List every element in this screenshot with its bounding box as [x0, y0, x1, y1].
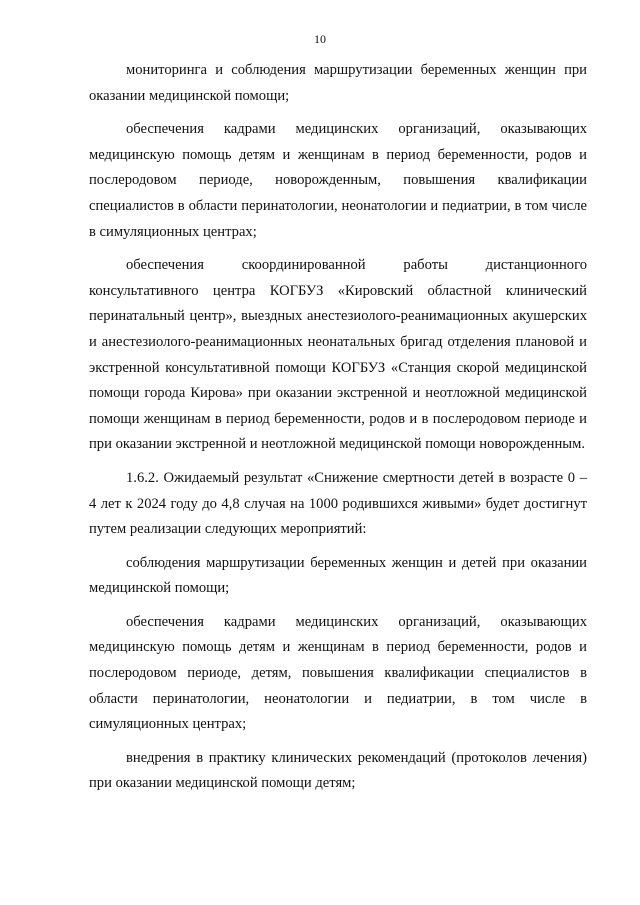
paragraph-monitoring: мониторинга и соблюдения маршрутизации беременных женщин при оказании медицинской помощи; [89, 62, 587, 104]
document-body [89, 58, 587, 805]
paragraph-staffing: обеспечения кадрами медицинских организаций, оказывающих медицинскую помощь детям и женщинам в период беременности, родов и послеродовом периоде, новорожденным, повышения квалификации специалистов в области перинатологии, неонатологии и педиатрии, в том числе в симуляционных центрах; [89, 121, 587, 240]
paragraph-expected-result: 1.6.2. Ожидаемый результат «Снижение смертности детей в возрасте 0 – 4 лет к 2024 году до 4,8 случая на 1000 родившихся живыми» будет достигнут путем реализации следующих мероприятий: [89, 469, 587, 538]
paragraph-routing: соблюдения маршрутизации беременных женщин и детей при оказании медицинской помощи; [89, 554, 587, 597]
paragraph-coordination: обеспечения скоординированной работы дистанционного консультативного центра КОГБУЗ «Кировский областной клинический перинатальный центр», выездных анестезиолого-реанимационных акушерских и анестезиолого-реанимационных неонатальных бригад отделения плановой и экстренной консультативной помощи КОГБУЗ «Станция скорой медицинской помощи города Кирова» при оказании экстренной и неотложной медицинской помощи женщинам в период беременности, родов и в послеродовом периоде и при оказании экстренной и неотложной медицинской помощи новорожденным. [89, 257, 587, 453]
page-number: 10 [314, 32, 326, 46]
paragraph-staffing-children: обеспечения кадрами медицинских организаций, оказывающих медицинскую помощь детям и женщинам в период беременности, родов и послеродовом периоде, детям, повышения квалификации специалистов в области перинатологии, неонатологии и педиатрии, в том числе в симуляционных центрах; [89, 613, 587, 733]
paragraph-clinical-guidelines: внедрения в практику клинических рекомендаций (протоколов лечения) при оказании медицинской помощи детям; [89, 749, 587, 792]
